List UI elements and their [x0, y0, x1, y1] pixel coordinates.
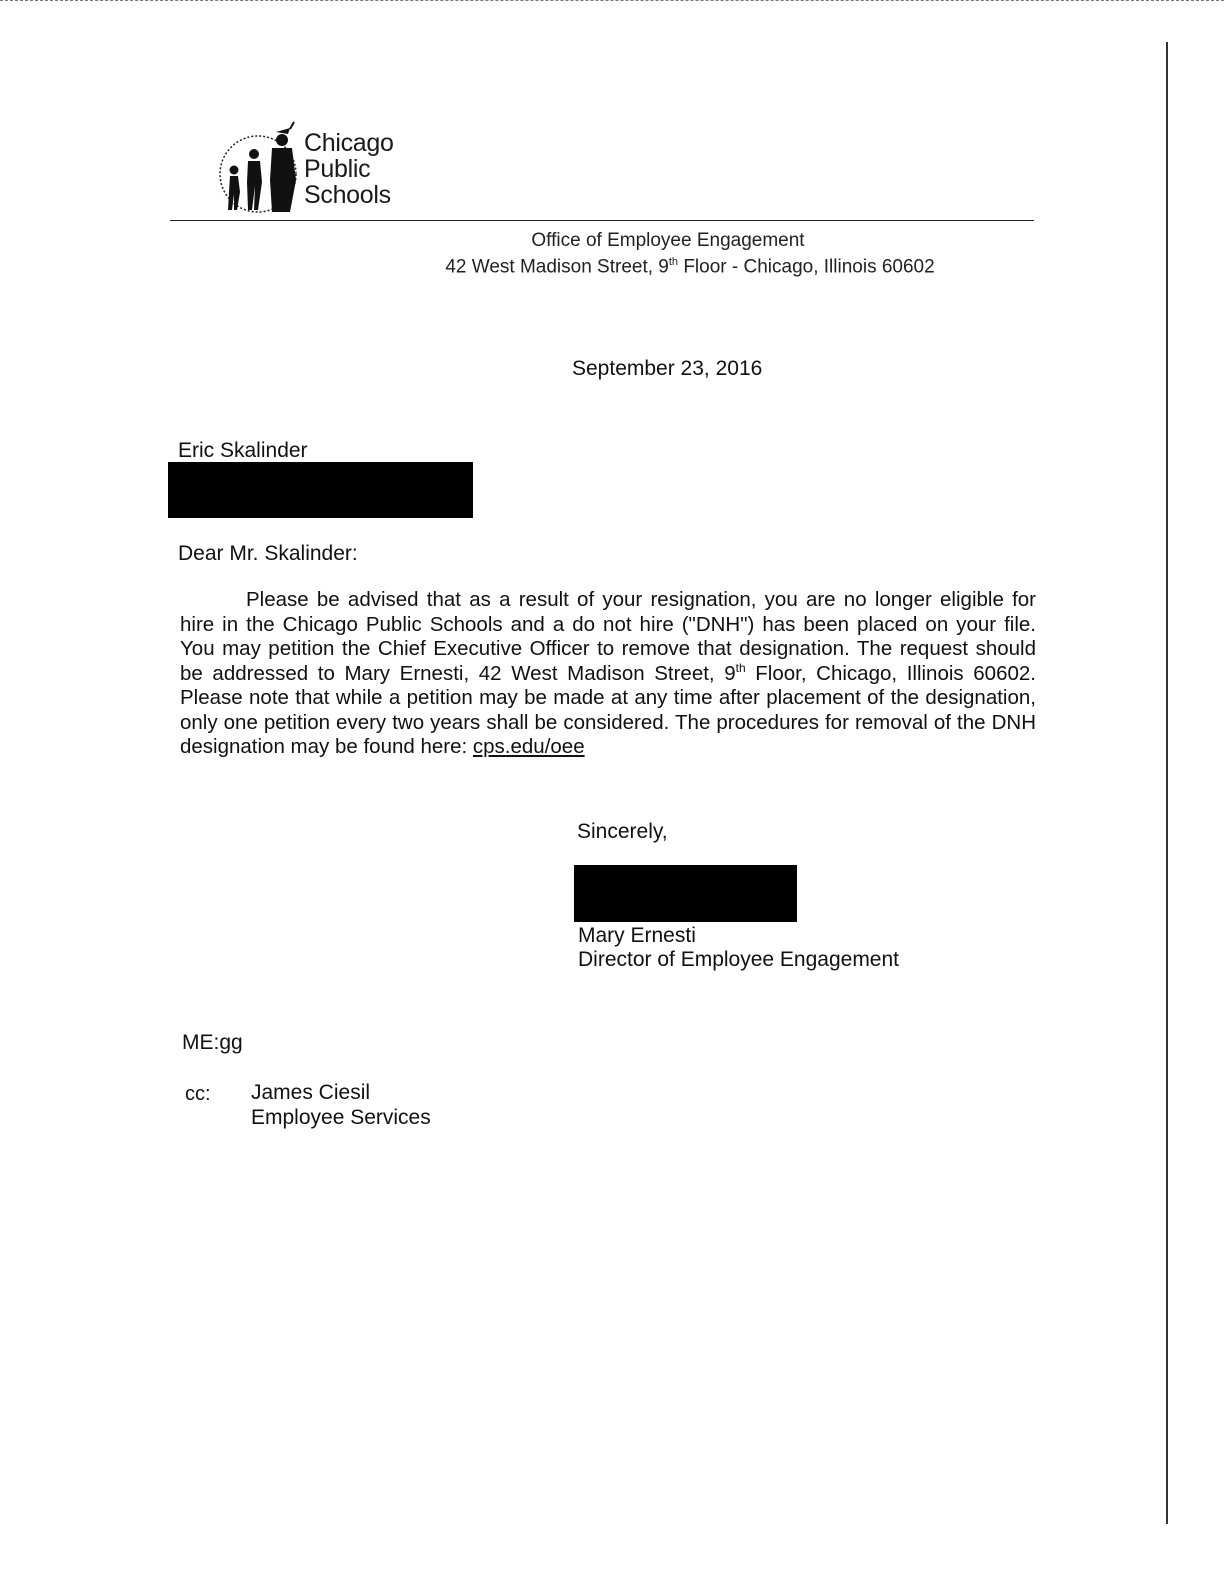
body-text: Please be advised that as a result of your resignation, you are no longer eligible for hire in the Chicago Public Schools and a do not hire ("DNH") has been placed on your file. You may petition the Chief Executive Officer to remove that designation. The request should be addressed to Mary Ernesti, 42 West Madison Street, 9: [180, 588, 1036, 685]
letterhead-divider: [170, 220, 1034, 221]
recipient-name: Eric Skalinder: [178, 439, 308, 462]
logo-line-chicago: Chicago: [304, 129, 394, 157]
body-superscript: th: [735, 660, 746, 675]
logo-wordmark: [304, 130, 394, 208]
body-text: Floor, Chicago, Illinois 60602. Please note that while a petition may be made at any time after placement of the designation, only one petition every two years shall be considered. The procedures for removal of the DNH designation may be found here:: [180, 661, 1036, 758]
office-name: Office of Employee Engagement: [531, 230, 805, 251]
office-address: [170, 256, 1210, 278]
cc-label: cc:: [185, 1083, 211, 1105]
address-part: 42 West Madison Street, 9: [445, 256, 669, 278]
signer-name: Mary Ernesti: [578, 924, 696, 947]
scan-top-edge: [0, 0, 1224, 1]
closing: Sincerely,: [577, 820, 668, 843]
redacted-recipient-address: [168, 462, 473, 518]
letter-date: September 23, 2016: [572, 357, 763, 380]
letter-body: [180, 588, 1036, 760]
redacted-signature: [574, 865, 797, 922]
address-superscript: th: [668, 256, 679, 268]
signer-title: Director of Employee Engagement: [578, 948, 899, 971]
salutation: Dear Mr. Skalinder:: [178, 542, 358, 565]
reference-initials: ME:gg: [182, 1031, 243, 1054]
family-silhouette-icon: [214, 120, 310, 216]
oee-link[interactable]: cps.edu/oee: [472, 735, 585, 758]
logo-line-schools: Schools: [304, 181, 391, 209]
cc-recipient-department: Employee Services: [251, 1106, 431, 1129]
address-part: Floor - Chicago, Illinois 60602: [678, 256, 935, 278]
cc-recipient-name: James Ciesil: [251, 1081, 371, 1104]
logo-line-public: Public: [304, 155, 371, 183]
